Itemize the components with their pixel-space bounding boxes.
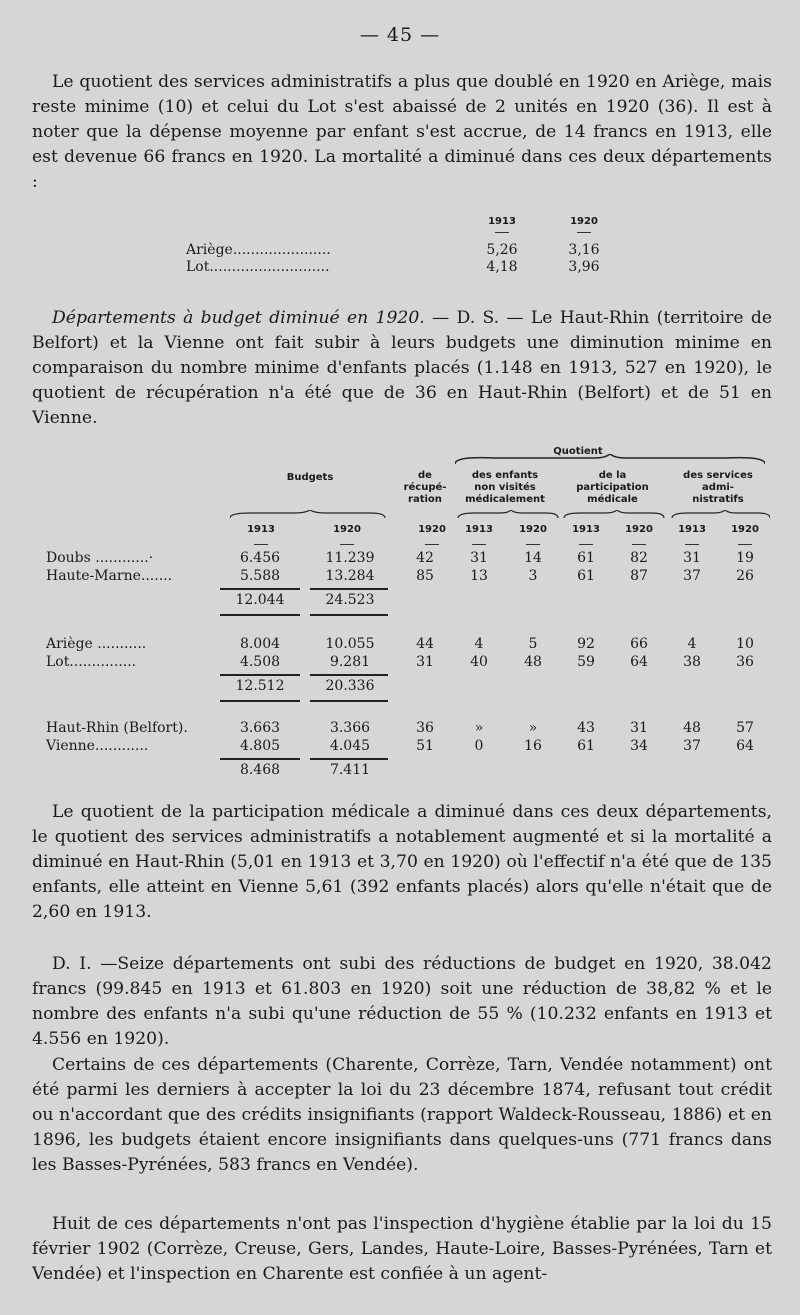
paragraph-4: D. I. —Seize départements ont subi des réductions de budget en 1920, 38.042 francs (99.845 en 1913 et 61.803 en 1920) soit une réduction de 38,82 % et le nombre des enfants n'a subi qu'une réduction de 55 % (10.232 enfants en 1913 et 4.556 en 1920). (32, 954, 772, 1049)
table-cell: 31 (416, 654, 434, 670)
mortality-row-name: Lot.. (186, 259, 219, 275)
paragraph-6: Huit de ces départements n'ont pas l'inspection d'hygiène établie par la loi du 15 février 1902 (Corrèze, Creuse, Gers, Landes, Haute-Loire, Basses-Pyrénées, Tarn et Vendée) et l'inspection en Charente est confiée à un agent- (32, 1214, 772, 1284)
table-row-name: Haute-Marne....... (46, 568, 173, 584)
table-cell: 13.284 (325, 568, 375, 584)
table-cell: 4 (687, 636, 697, 652)
paragraph-3: Le quotient de la participation médicale a diminué dans ces deux départements, le quotient des services administratifs a notablement augmenté et si la mortalité a diminué en Haut-Rhin (5,01 en 1913 et 3,70 en 1920) où l'effectif n'a été que de 135 enfants, elle atteint en Vienne 5,61 (392 enfants placés) alors qu'elle n'était que de 2,60 en 1913. (32, 802, 772, 922)
total-rule (310, 758, 388, 760)
table-cell: 8.004 (239, 636, 281, 652)
quotient-header: Quotient (553, 446, 603, 457)
table-cell: 37 (683, 568, 701, 584)
table-cell: 31 (470, 550, 488, 566)
budgets-header: Budgets (286, 472, 334, 483)
table-cell: 61 (577, 738, 595, 754)
table-cell: 36 (416, 720, 434, 736)
table-cell: 42 (416, 550, 434, 566)
table-cell: 44 (416, 636, 434, 652)
table-cell: 6.456 (239, 550, 281, 566)
col-header-recup: de récupé- ration (403, 470, 447, 505)
year-header: 1920 (333, 524, 361, 535)
table-cell: 4.508 (239, 654, 281, 670)
total-rule (220, 758, 300, 760)
table-cell: 5.588 (239, 568, 281, 584)
paragraph-5: Certains de ces départements (Charente, Corrèze, Tarn, Vendée notamment) ont été parmi les derniers à accepter la loi du 23 décembre 1874, refusant tout crédit ou n'accordant que des crédits insignifiants (rapport Waldeck-Rousseau, 1886) et en 1896, les budgets étaient encore insignifiants dans quelques-uns (771 francs dans les Basses-Pyrénées, 583 francs en Vendée). (32, 1055, 772, 1175)
table-cell: 87 (630, 568, 648, 584)
table-cell: 31 (683, 550, 701, 566)
table-cell: 40 (470, 654, 488, 670)
table-cell: 4 (474, 636, 484, 652)
table-cell: 59 (577, 654, 595, 670)
total-1913: 12.512 (235, 678, 285, 694)
total-rule (310, 674, 388, 676)
total-1920: 24.523 (325, 592, 375, 608)
quotient-brace (455, 454, 765, 468)
mortality-row: Ariège...................... (186, 242, 331, 258)
table-cell: 14 (524, 550, 542, 566)
table-cell: 48 (524, 654, 542, 670)
table-cell: 3.663 (239, 720, 281, 736)
table-cell: 64 (736, 738, 754, 754)
table-cell: 11.239 (325, 550, 375, 566)
table-cell: 64 (630, 654, 648, 670)
table-cell: 66 (630, 636, 648, 652)
table-cell: 57 (736, 720, 754, 736)
table-cell: 48 (683, 720, 701, 736)
total-1913: 12.044 (235, 592, 285, 608)
page-number: — 45 — (359, 24, 441, 46)
table-cell: » (474, 720, 484, 736)
col-header-services: des services admi- nistratifs (683, 470, 753, 505)
year-header: 1920 (625, 524, 653, 535)
table-cell: 3 (528, 568, 538, 584)
table-cell: 36 (736, 654, 754, 670)
mortality-value: 3,16 (568, 242, 600, 258)
table-cell: 31 (630, 720, 648, 736)
paragraph-1: Le quotient des services administratifs a plus que doublé en 1920 en Ariège, mais reste minime (10) et celui du Lot s'est abaissé de 2 unités en 1920 (36). Il est à noter que la dépense moyenne par enfant s'est accrue, de 14 francs en 1913, elle est devenue 66 francs en 1920. La mortalité a diminué dans ces deux départements : (32, 72, 772, 192)
table-cell: 26 (736, 568, 754, 584)
table-cell: 10.055 (325, 636, 375, 652)
year-header: 1920 (418, 524, 446, 535)
table-cell: 38 (683, 654, 701, 670)
table-cell: 0 (474, 738, 484, 754)
table-cell: 85 (416, 568, 434, 584)
table-cell: 82 (630, 550, 648, 566)
table-cell: 16 (524, 738, 542, 754)
subheader-braces (230, 510, 770, 520)
year-header: 1913 (247, 524, 275, 535)
table-cell: 51 (416, 738, 434, 754)
mortality-year-1920: 1920 (570, 216, 598, 227)
col-header-non-visites: des enfants non visités médicalement (465, 470, 545, 505)
table-row-name: Haut-Rhin (Belfort). (46, 720, 188, 736)
year-header: 1920 (731, 524, 759, 535)
table-cell: 37 (683, 738, 701, 754)
table-cell: 10 (736, 636, 754, 652)
table-cell: 61 (577, 550, 595, 566)
mortality-row: Lot........................... (186, 259, 330, 275)
table-row-name: Lot............... (46, 654, 137, 670)
mortality-value: 4,18 (486, 259, 518, 275)
budget-table (0, 440, 800, 790)
col-header-participation: de la participation médicale (576, 470, 649, 505)
table-cell: 43 (577, 720, 595, 736)
table-cell: 34 (630, 738, 648, 754)
section-heading: Départements à budget diminué en 1920. (52, 308, 425, 328)
table-cell: » (528, 720, 538, 736)
table-cell: 9.281 (329, 654, 371, 670)
total-rule (220, 588, 300, 590)
table-cell: 19 (736, 550, 754, 566)
table-cell: 4.805 (239, 738, 281, 754)
table-row-name: Doubs ............· (46, 550, 154, 566)
year-header: 1920 (519, 524, 547, 535)
total-rule (220, 674, 300, 676)
mortality-table (186, 216, 626, 276)
total-1920: 7.411 (329, 762, 371, 778)
table-cell: 5 (528, 636, 538, 652)
year-header: 1913 (465, 524, 493, 535)
table-row-name: Vienne............ (46, 738, 149, 754)
paragraph-2: Départements à budget diminué en 1920. — D. S. — Le Haut-Rhin (territoire de Belfort) et la Vienne ont fait subir à leurs budgets une diminution minime en comparaison du nombre minime d'enfants placés (1.148 en 1913, 527 en 1920), le quotient de récupération n'a été que de 36 en Haut-Rhin (Belfort) et de 51 en Vienne. (32, 308, 773, 428)
mortality-year-1913: 1913 (488, 216, 516, 227)
table-cell: 3.366 (329, 720, 371, 736)
total-1920: 20.336 (325, 678, 375, 694)
year-header: 1913 (572, 524, 600, 535)
table-cell: 61 (577, 568, 595, 584)
mortality-row-name: Ariège (186, 242, 233, 258)
table-cell: 92 (577, 636, 595, 652)
table-row-name: Ariège ........... (46, 636, 147, 652)
total-1913: 8.468 (239, 762, 281, 778)
year-header: 1913 (678, 524, 706, 535)
mortality-value: 3,96 (568, 259, 600, 275)
mortality-value: 5,26 (486, 242, 518, 258)
table-cell: 4.045 (329, 738, 371, 754)
total-rule (310, 588, 388, 590)
table-cell: 13 (470, 568, 488, 584)
